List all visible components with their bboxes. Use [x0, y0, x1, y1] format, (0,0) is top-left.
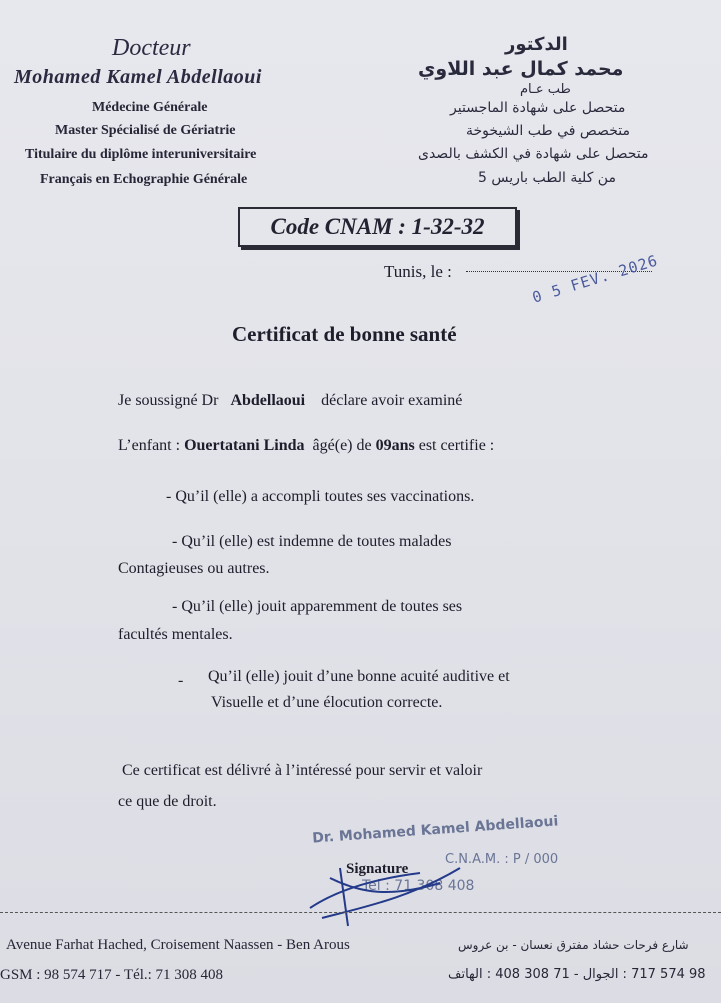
- cnam-code-box: Code CNAM : 1-32-32: [238, 207, 517, 247]
- ar-line-3: متخصص في طب الشيخوخة: [466, 123, 630, 139]
- item-vaccinations: - Qu’il (elle) a accompli toutes ses vaccinations.: [166, 488, 475, 505]
- footer-address-ar: شارع فرحات حشاد مفترق نعسان - بن عروس: [458, 938, 689, 952]
- item-hearing-2: Visuelle et d’une élocution correcte.: [211, 694, 443, 711]
- ar-line-1: طب عـام: [520, 82, 571, 97]
- signature-label: Signature: [346, 861, 409, 877]
- item-mental-1: - Qu’il (elle) jouit apparemment de toutes ses: [172, 598, 463, 615]
- item-mental-2: facultés mentales.: [118, 626, 233, 643]
- handwritten-signature: [300, 838, 480, 928]
- footer-address-fr: Avenue Farhat Hached, Croisement Naassen - Ben Arous: [6, 937, 350, 953]
- footer-phones-ar: 98 574 717 : الجوال - 71 308 408 : الهاتف: [448, 967, 706, 982]
- declaration-suffix: déclare avoir examiné: [321, 392, 463, 409]
- doctor-stamp-tel: Tel : 71 308 408: [362, 878, 475, 894]
- item-hearing-1: Qu’il (elle) jouit d’une bonne acuité auditive et: [208, 668, 510, 685]
- date-stamp: 0 5 FEV. 2026: [530, 251, 661, 307]
- item-contagious-1: - Qu’il (elle) est indemne de toutes malades: [172, 533, 452, 550]
- item-contagious-2: Contagieuses ou autres.: [118, 560, 270, 577]
- doctor-stamp-cnam: C.N.A.M. : P / 000: [445, 852, 559, 867]
- child-suffix: est certifie :: [418, 437, 495, 454]
- closing-line-2: ce que de droit.: [118, 793, 217, 810]
- footer-rule: [0, 912, 721, 913]
- doctor-name-fr: Mohamed Kamel Abdellaoui: [14, 66, 262, 88]
- child-prefix: L’enfant :: [118, 437, 181, 454]
- specialty-line-2: Master Spécialisé de Gériatrie: [55, 123, 236, 138]
- specialty-line-1: Médecine Générale: [92, 100, 208, 115]
- item-hearing-dash: -: [178, 672, 184, 689]
- doctor-stamp-name: Dr. Mohamed Kamel Abdellaoui: [311, 813, 559, 847]
- ar-line-5: من كلية الطب باريس 5: [478, 170, 616, 186]
- child-name: Ouertatani Linda: [184, 437, 305, 454]
- doctor-name-ar: محمد كمال عبد اللاوي: [418, 58, 624, 80]
- doctor-title-ar: الدكتور: [505, 34, 568, 55]
- child-age: 09ans: [375, 437, 415, 454]
- ar-line-2: متحصل على شهادة الماجستير: [450, 100, 626, 116]
- ar-line-4: متحصل على شهادة في الكشف بالصدى: [418, 146, 649, 162]
- specialty-line-3: Titulaire du diplôme interuniversitaire: [25, 147, 257, 162]
- doctor-title-fr: Docteur: [112, 35, 191, 61]
- certificate-title: Certificat de bonne santé: [232, 322, 457, 346]
- specialty-line-4: Français en Echographie Générale: [40, 172, 248, 187]
- closing-line-1: Ce certificat est délivré à l’intéressé pour servir et valoir: [122, 762, 483, 779]
- doctor-surname: Abdellaoui: [230, 392, 306, 409]
- date-label: Tunis, le :: [384, 262, 452, 281]
- declaration-line: [118, 392, 462, 410]
- declaration-prefix: Je soussigné Dr: [118, 392, 219, 409]
- footer-phones-fr: GSM : 98 574 717 - Tél.: 71 308 408: [0, 967, 224, 983]
- child-line: [118, 437, 494, 455]
- age-label: âgé(e) de: [312, 437, 372, 454]
